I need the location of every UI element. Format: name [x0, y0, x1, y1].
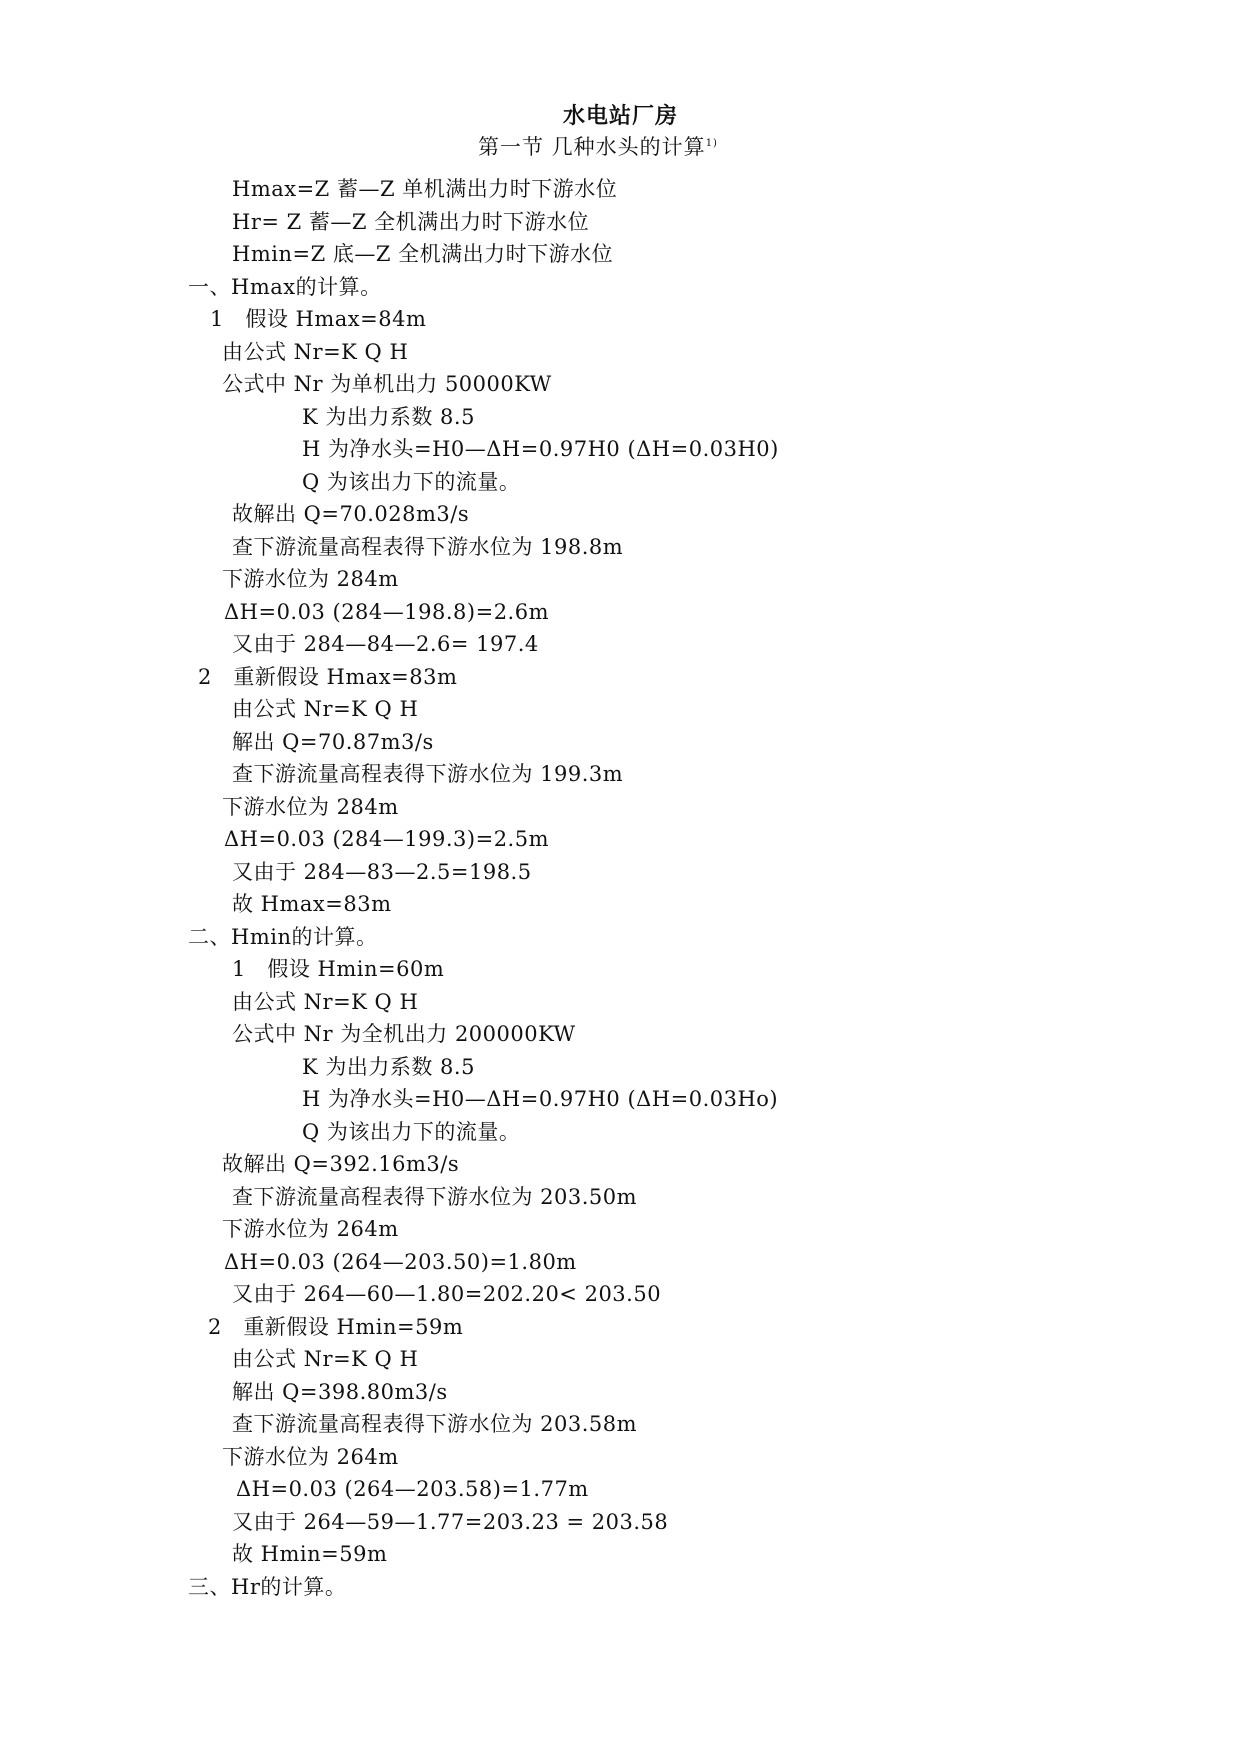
body-line: ΔH=0.03 (284—199.3)=2.5m — [224, 827, 550, 851]
body-line: 又由于 264—60—1.80=202.20< 203.50 — [232, 1282, 662, 1306]
body-line: 故 Hmax=83m — [232, 892, 392, 916]
body-line: H 为净水头=H0—ΔH=0.97H0 (ΔH=0.03Ho) — [302, 1087, 779, 1111]
body-line: 公式中 Nr 为单机出力 50000KW — [222, 372, 552, 396]
body-line: 解出 Q=398.80m3/s — [232, 1380, 448, 1404]
body-line: 又由于 284—83—2.5=198.5 — [232, 860, 532, 884]
body-line: 2 重新假设 Hmin=59m — [208, 1315, 464, 1339]
body-line: 下游水位为 264m — [222, 1217, 399, 1241]
body-line: 由公式 Nr=K Q H — [232, 1347, 419, 1371]
body-line: 故解出 Q=70.028m3/s — [232, 502, 470, 526]
section-heading — [478, 131, 718, 161]
body-line: 二、Hmin的计算。 — [188, 925, 378, 949]
body-line: 一、Hmax的计算。 — [188, 275, 382, 299]
body-line: 查下游流量高程表得下游水位为 198.8m — [232, 535, 624, 559]
body-line: ΔH=0.03 (264—203.58)=1.77m — [236, 1477, 589, 1501]
body-line: 下游水位为 284m — [222, 567, 399, 591]
body-line: 又由于 264—59—1.77=203.23 = 203.58 — [232, 1510, 669, 1534]
body-line: Hr= Z 蓄—Z 全机满出力时下游水位 — [232, 210, 590, 234]
body-line: 查下游流量高程表得下游水位为 203.50m — [232, 1185, 638, 1209]
body-line: K 为出力系数 8.5 — [302, 405, 475, 429]
body-line: Hmax=Z 蓄—Z 单机满出力时下游水位 — [232, 177, 618, 201]
body-line: K 为出力系数 8.5 — [302, 1055, 475, 1079]
body-line: 又由于 284—84—2.6= 197.4 — [232, 632, 539, 656]
footnote-marker: 1) — [705, 138, 718, 149]
body-line: 查下游流量高程表得下游水位为 203.58m — [232, 1412, 638, 1436]
body-line: 由公式 Nr=K Q H — [232, 697, 419, 721]
body-line: 下游水位为 264m — [222, 1445, 399, 1469]
body-line: Q 为该出力下的流量。 — [302, 470, 521, 494]
body-line: ΔH=0.03 (284—198.8)=2.6m — [224, 600, 550, 624]
body-line: 1 假设 Hmin=60m — [232, 957, 445, 981]
body-line: ΔH=0.03 (264—203.50)=1.80m — [224, 1250, 577, 1274]
section-heading-text: 第一节 几种水头的计算 — [478, 135, 706, 159]
body-line: 下游水位为 284m — [222, 795, 399, 819]
body-line: 由公式 Nr=K Q H — [232, 990, 419, 1014]
body-line: 三、Hr的计算。 — [188, 1575, 347, 1599]
body-line: 查下游流量高程表得下游水位为 199.3m — [232, 762, 624, 786]
body-line: 故 Hmin=59m — [232, 1542, 388, 1566]
body-line: 1 假设 Hmax=84m — [210, 307, 427, 331]
document-title: 水电站厂房 — [562, 103, 678, 129]
body-line: Hmin=Z 底—Z 全机满出力时下游水位 — [232, 242, 614, 266]
body-line: Q 为该出力下的流量。 — [302, 1120, 521, 1144]
body-line: 故解出 Q=392.16m3/s — [222, 1152, 460, 1176]
body-line: 由公式 Nr=K Q H — [222, 340, 409, 364]
body-line: 公式中 Nr 为全机出力 200000KW — [232, 1022, 576, 1046]
body-line: 2 重新假设 Hmax=83m — [198, 665, 458, 689]
body-line: 解出 Q=70.87m3/s — [232, 730, 434, 754]
body-line: H 为净水头=H0—ΔH=0.97H0 (ΔH=0.03H0) — [302, 437, 779, 461]
